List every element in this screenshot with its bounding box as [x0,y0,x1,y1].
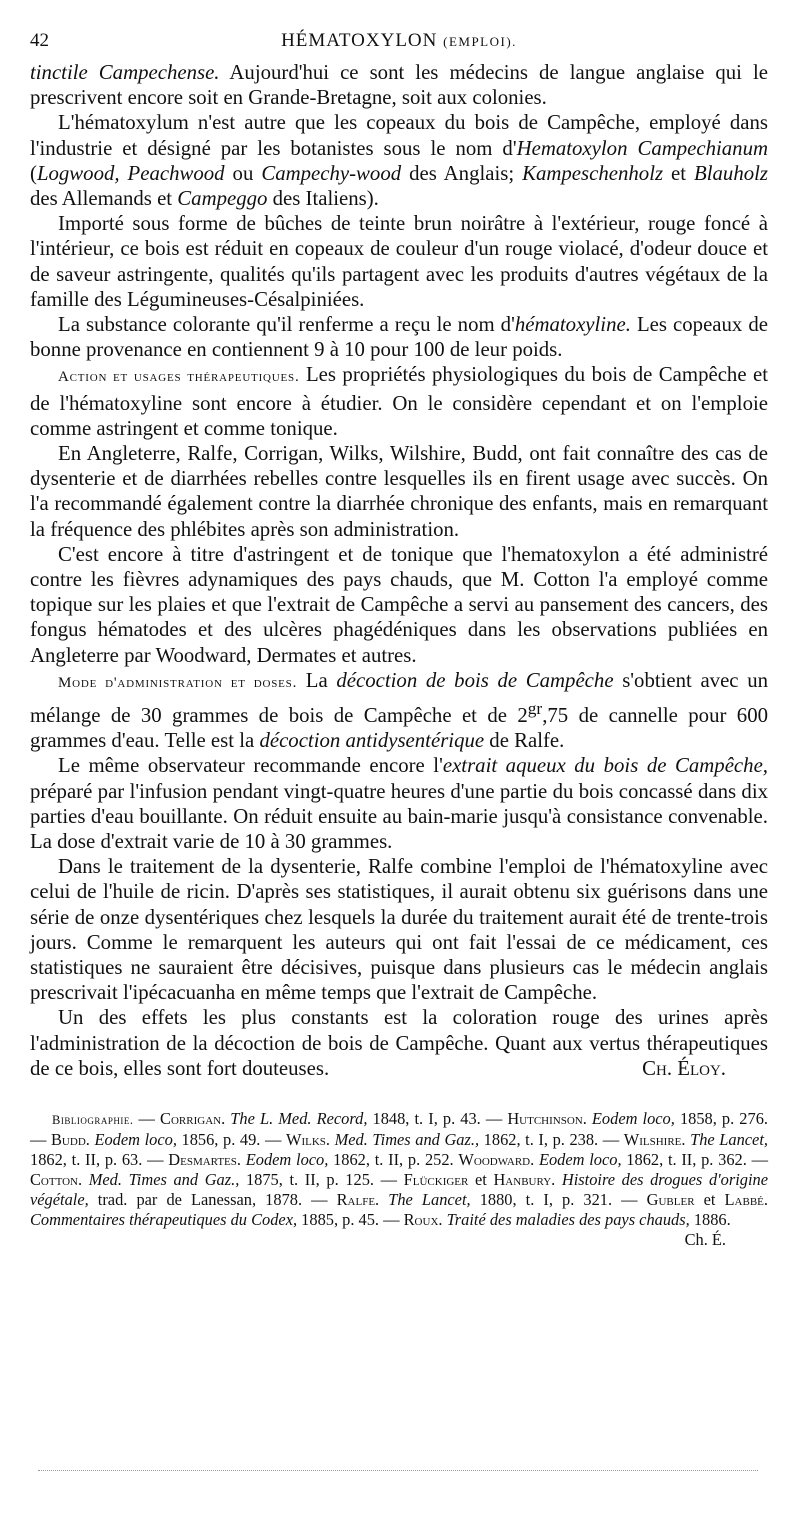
author-name: Roux. [403,1210,443,1230]
italian-name: Campeggo [177,187,268,211]
text-run: Le même observateur recommande encore l' [58,754,443,778]
paragraph-1 [30,60,768,110]
author-name: Gubler [646,1190,695,1210]
text-run: — [133,1109,161,1129]
source-title: Med. Times and Gaz., [330,1130,480,1150]
text-run: Un des effets les plus constants est la coloration rouge des urines après l'administration de la décoction de bois de Campêche. Quant aux vertus thérapeutiques de ce bois, elles sont fort douteuses. [30,1006,768,1080]
bibliography-signature: Ch. É. [684,1230,726,1250]
text-run: 1875, t. II, p. 125. — [239,1170,404,1190]
paragraph-6: En Angleterre, Ralfe, Corrigan, Wilks, Wilshire, Budd, ont fait connaître des cas de dysenterie et de diarrhées rebelles contre lesquelles ils en firent usage avec succès. On l'a recommandé également contre la diarrhée chronique des enfants, mais en remarquant la fréquence des phlébites après son administration. [30,442,768,541]
english-name: Campechy-wood [261,161,402,185]
header-section: (EMPLOI). [443,34,517,49]
term: extrait aqueux du bois de Campêche, [442,754,768,778]
bibliography-heading: Bibliographie. [52,1113,134,1128]
source-title: Traité des maladies des pays chauds, [442,1210,690,1230]
bottom-dotted-rule [38,1470,758,1471]
text-run: 1862, t. II, p. 63. — [30,1150,169,1170]
text-run: 1862, t. I, p. 238. — [479,1130,624,1150]
text-run: Les propriétés physiologiques du bois de Campêche et de l'hématoxyline sont encore à étudier. On le considère cependant et on l'emploie comme astringent et comme tonique. [30,363,768,440]
text-run: 1885, p. 45. — [297,1210,404,1230]
text-run: de Ralfe. [484,729,565,753]
paragraph-2 [30,110,768,211]
paragraph-3: Importé sous forme de bûches de teinte brun noirâtre à l'extérieur, rouge foncé à l'intérieur, ce bois est réduit en copeaux de couleur d'un rouge violacé, d'odeur douce et de saveur astringente, qualités qu'ils partagent avec les produits d'autres végétaux de la famille des Légumineuses-Césalpiniées. [30,212,768,311]
paragraph-9 [30,753,768,854]
paragraph-11 [30,1005,768,1081]
text-run: Aujourd'hui ce sont les médecins de langue anglaise qui le prescrivent encore soit en Grande-Bretagne, soit aux colonies. [30,61,768,110]
running-title [30,30,768,52]
section-heading: Action et usages thérapeutiques. [58,369,300,386]
text-run: ( [30,161,37,185]
author-name: Labbé. [724,1190,768,1210]
german-name: Kampeschenholz [522,161,664,185]
author-name: Ralfe. [336,1190,380,1210]
paragraph-7: C'est encore à titre d'astringent et de tonique que l'hematoxylon a été administré contre les fièvres adynamiques des pays chauds, que M. Cotton l'a employé comme topique sur les plaies et que l'extrait de Campêche a servi au pansement des cancers, des fongus hématodes et des ulcères phagédéniques dans les observations publiées en Angleterre par Woodward, Dermates et autres. [30,542,768,667]
source-title: Commentaires thérapeutiques du Codex, [30,1210,298,1230]
bibliography [30,1109,768,1250]
paragraph-4 [30,312,768,362]
source-title: The L. Med. Record, [225,1109,368,1129]
page-number: 42 [30,30,49,51]
text-run: 1862, t. II, p. 252. [328,1150,459,1170]
author-name: Desmartes. [168,1150,241,1170]
text-run: et [694,1190,725,1210]
header-title: HÉMATOXYLON [281,30,438,51]
latin-term: tinctile Campechense. [30,61,220,84]
text-run: Les copeaux de bonne provenance en contiennent 9 à 10 pour 100 de leur poids. [30,313,768,362]
text-run: des Allemands et [30,187,178,211]
text-run: ,75 de cannelle pour 600 grammes d'eau. Telle est la [30,704,768,753]
text-run: 1856, p. 49. — [176,1130,286,1150]
text-run: s'obtient avec un mélange de 30 grammes de bois de Campêche et de 2 [30,668,768,727]
author-name: Flückiger [403,1170,469,1190]
source-title: Eodem loco, [241,1150,329,1170]
text-run: ou [224,161,262,185]
source-title: The Lancet, [379,1190,471,1210]
author-name: Woodward. [458,1150,535,1170]
running-header [30,26,768,60]
english-names: Logwood, Peachwood [36,161,225,185]
text-run: et [468,1170,494,1190]
source-title: The Lancet, [685,1130,768,1150]
source-title: Eodem loco, [89,1130,177,1150]
text-run: 1880, t. I, p. 321. — [470,1190,647,1210]
source-title: Eodem loco, [534,1150,622,1170]
source-title: Histoire des drogues d'origine végétale, [30,1170,768,1210]
author-name: Wilshire. [623,1130,686,1150]
article-body [30,60,768,1081]
text-run: 1862, t. II, p. 362. — [621,1150,768,1170]
text-run: La [297,668,337,692]
unit-superscript: gr [527,699,543,719]
section-heading: Mode d'administration et doses. [58,674,298,691]
page [30,26,768,1250]
text-run: trad. par de Lanessan, 1878. — [88,1190,337,1210]
author-signature: Ch. Éloy. [642,1056,726,1080]
author-name: Cotton. [30,1170,83,1190]
text-run: des Italiens). [267,187,379,211]
text-run: L'hématoxylum n'est autre que les copeaux du bois de Campêche, employé dans l'industrie et désigné par les botanistes sous le nom d' [30,111,768,160]
author-name: Budd. [51,1130,90,1150]
paragraph-8 [30,668,768,754]
text-run: des Anglais; [401,161,523,185]
source-title: Eodem loco, [586,1109,675,1129]
term: décoction de bois de Campêche [336,668,614,692]
author-name: Wilks. [285,1130,330,1150]
german-name: Blauholz [694,161,768,185]
author-name: Hutchinson. [507,1109,587,1129]
author-name: Hanbury. [493,1170,556,1190]
author-name: Corrigan. [160,1109,226,1129]
paragraph-5 [30,362,768,441]
paragraph-10: Dans le traitement de la dysenterie, Ralfe combine l'emploi de l'hématoxyline avec celui de l'huile de ricin. D'après ses statistiques, il aurait obtenu six guérisons dans une série de onze dysentériques chez lesquels la durée du traitement aurait été de trente-trois jours. Comme le remarquent les auteurs qui ont fait l'essai de ce médicament, ces statistiques ne sauraient être décisives, puisque dans plusieurs cas le médecin anglais prescrivait l'ipécacuanha en même temps que l'extrait de Campêche. [30,855,768,1005]
text-run: et [663,161,695,185]
text-run: 1848, t. I, p. 43. — [367,1109,508,1129]
term: hématoxyline. [514,313,631,337]
term: décoction antidysentérique [259,729,485,753]
text-run: préparé par l'infusion pendant vingt-quatre heures d'une partie du bois concassé dans dix parties d'eau bouillante. On réduit ensuite au bain-marie jusqu'à consistance convenable. La dose d'extrait varie de 10 à 30 grammes. [30,779,768,854]
text-run: 1858, p. 276. — [30,1109,768,1150]
source-title: Med. Times and Gaz., [82,1170,240,1190]
text-run: 1886. [689,1210,731,1230]
latin-name: Hematoxylon Campechianum [516,136,768,160]
text-run: La substance colorante qu'il renferme a reçu le nom d' [58,313,515,337]
